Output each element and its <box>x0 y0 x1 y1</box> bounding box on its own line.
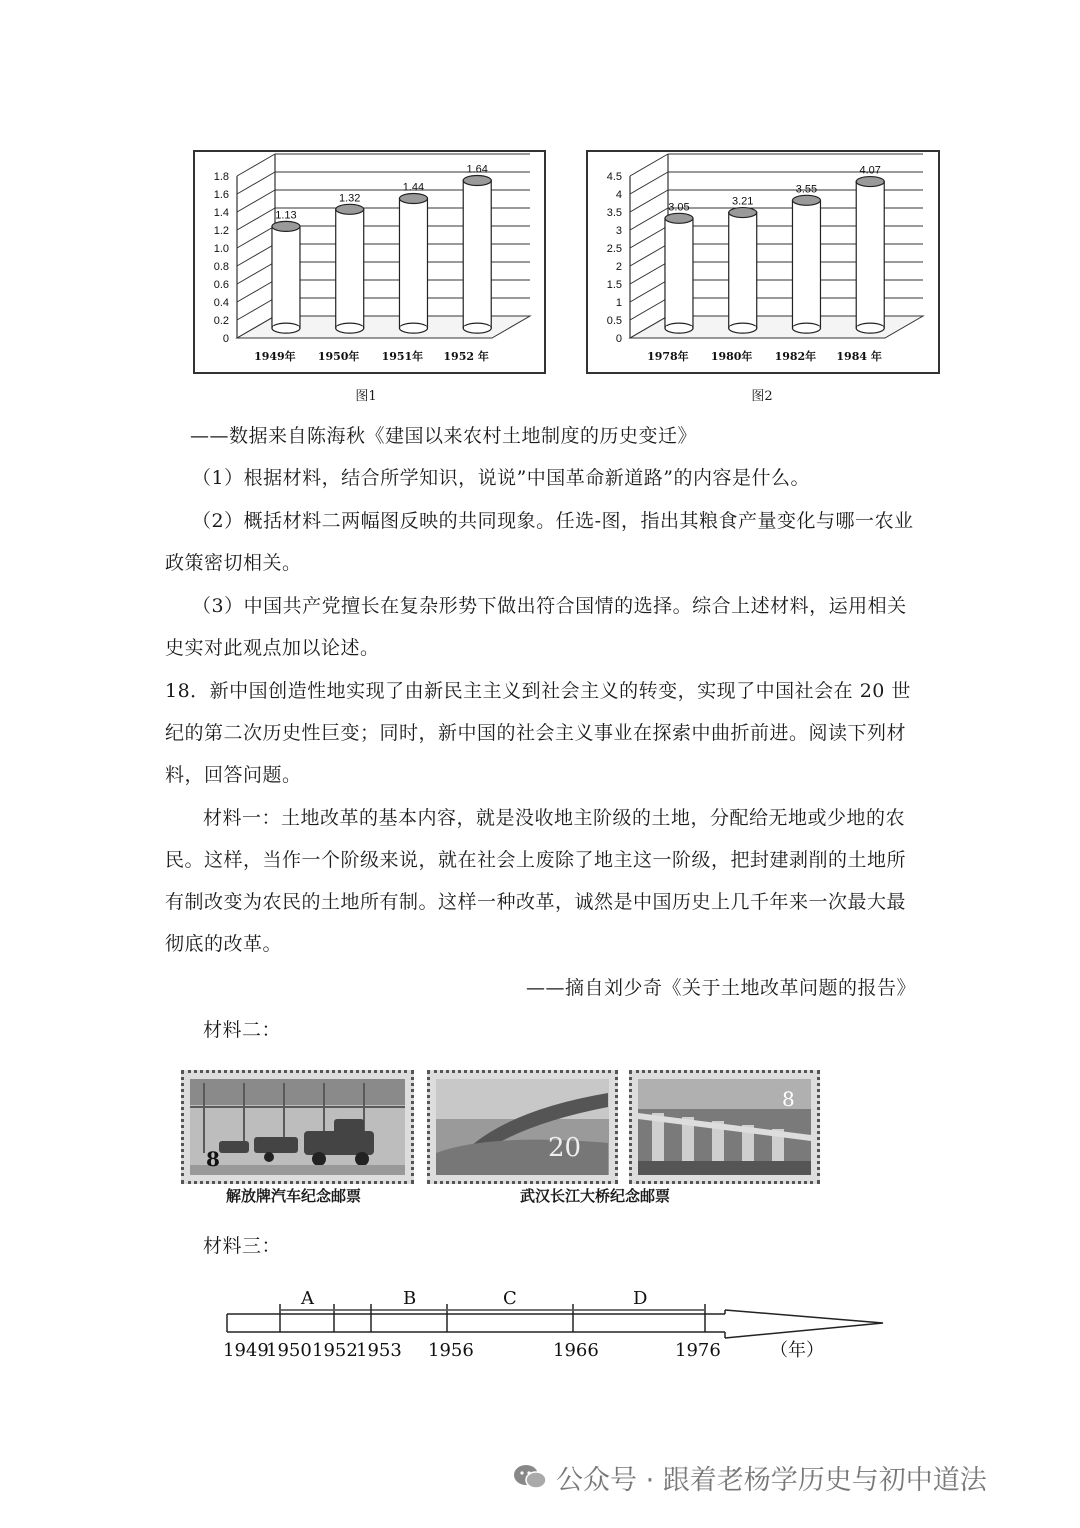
watermark-text: 公众号 · 跟着老杨学历史与初中道法 <box>556 1465 987 1496</box>
bar-body <box>856 182 884 329</box>
x-category-label: 1984 年 <box>836 350 882 363</box>
y-tick-label: 1.6 <box>213 189 229 201</box>
y-tick-label: 0.4 <box>213 297 229 309</box>
y-tick-label: 0 <box>222 333 229 345</box>
year-1949: 1949 <box>223 1340 269 1361</box>
gridline-side <box>630 244 668 266</box>
gridline-side <box>630 280 668 302</box>
x-category-label: 1980年 <box>710 350 753 363</box>
y-tick-label: 1 <box>615 297 622 309</box>
gridline-side <box>237 226 275 248</box>
material-1-source: ——摘自刘少奇《关于土地改革问题的报告》 <box>526 977 917 999</box>
bar-body <box>399 199 427 329</box>
bar-body <box>729 213 757 329</box>
gridline-side <box>237 298 275 320</box>
chart-1-frame <box>193 150 546 374</box>
y-tick-label: 2.5 <box>606 243 622 255</box>
y-tick-label: 1.5 <box>606 279 622 291</box>
question-1: （1）根据材料，结合所学知识，说说”中国革命新道路”的内容是什么。 <box>192 467 811 489</box>
bar-value-label: 1.64 <box>466 163 488 176</box>
bar-base-mask <box>730 326 756 328</box>
x-category-label: 1949年 <box>254 350 296 363</box>
gridline-side <box>237 244 275 266</box>
gridline-side <box>630 190 668 212</box>
bridge-stamp-2 <box>629 1070 820 1184</box>
y-tick-label: 1.4 <box>213 207 229 219</box>
bar-body <box>463 181 491 329</box>
segment-label-a: A <box>301 1288 314 1309</box>
segment-label-c: C <box>503 1288 517 1309</box>
gridline-side <box>630 208 668 230</box>
material-2-label: 材料二： <box>203 1019 282 1041</box>
bridge-stamp-1 <box>427 1070 618 1184</box>
material-3-label: 材料三： <box>203 1235 282 1257</box>
year-1956: 1956 <box>428 1340 474 1361</box>
gridline-side <box>630 298 668 320</box>
year-1966: 1966 <box>553 1340 599 1361</box>
bar-body <box>336 209 364 328</box>
y-tick-label: 0.6 <box>213 279 229 291</box>
bar-top <box>856 177 884 187</box>
data-source-line: ——数据来自陈海秋《建国以来农村土地制度的历史变迁》 <box>190 425 698 447</box>
bar-body <box>792 200 820 328</box>
chart-2-frame <box>586 150 940 374</box>
gridline-side <box>630 154 668 176</box>
bar-base-mask <box>857 326 883 328</box>
bar-base-mask <box>464 326 490 328</box>
material-1-line-3: 有制改变为农民的土地所有制。这样一种改革，诚然是中国历史上几千年来一次最大最 <box>165 891 907 913</box>
gridline-side <box>237 154 275 176</box>
x-category-label: 1950年 <box>317 350 360 363</box>
y-tick-label: 1.0 <box>213 243 229 255</box>
bar-base-mask <box>273 326 299 328</box>
y-tick-label: 2 <box>615 261 622 273</box>
bar-top <box>399 194 427 204</box>
bar-value-label: 3.05 <box>668 201 690 214</box>
x-category-label: 1978年 <box>647 350 689 363</box>
y-tick-label: 3.5 <box>606 207 622 219</box>
question-18-line-2: 纪的第二次历史性巨变；同时，新中国的社会主义事业在探索中曲折前进。阅读下列材 <box>165 722 907 744</box>
y-tick-label: 1.2 <box>213 225 229 237</box>
bar-base-mask <box>337 326 363 328</box>
year-1976: 1976 <box>675 1340 721 1361</box>
material-1-line-2: 民。这样，当作一个阶级来说，就在社会上废除了地主这一阶级，把封建剥削的土地所 <box>165 849 907 871</box>
x-category-label: 1951年 <box>381 350 424 363</box>
bar-body <box>272 226 300 328</box>
bar-value-label: 4.07 <box>859 164 881 177</box>
y-tick-label: 0 <box>615 333 622 345</box>
y-tick-label: 0.8 <box>213 261 229 273</box>
bar-base-mask <box>793 326 819 328</box>
y-tick-label: 1.8 <box>213 171 229 183</box>
year-1952: 1952 <box>312 1340 358 1361</box>
y-tick-label: 0.5 <box>606 315 622 327</box>
bar-top <box>272 221 300 231</box>
question-3-line-2: 史实对此观点加以论述。 <box>165 637 380 659</box>
chart-2-caption: 图2 <box>751 389 773 404</box>
wechat-icon <box>512 1462 548 1492</box>
chart-2 <box>588 152 938 372</box>
bar-value-label: 1.13 <box>275 209 297 222</box>
truck-stamp-value: 8 <box>206 1147 220 1171</box>
gridline-side <box>237 208 275 230</box>
y-tick-label: 4 <box>615 189 622 201</box>
y-tick-label: 4.5 <box>606 171 622 183</box>
bridge-stamp-1-art <box>430 1073 615 1181</box>
bar-body <box>665 218 693 328</box>
bar-value-label: 1.32 <box>339 192 361 205</box>
timeline-arrow <box>227 1310 883 1338</box>
bar-value-label: 1.44 <box>402 181 425 194</box>
timeline <box>215 1280 935 1390</box>
gridline-side <box>630 262 668 284</box>
bar-base-mask <box>400 326 426 328</box>
question-2-line-2: 政策密切相关。 <box>165 552 302 574</box>
truck-stamp-caption: 解放牌汽车纪念邮票 <box>226 1187 362 1205</box>
bar-value-label: 3.55 <box>795 183 818 196</box>
gridline-side <box>237 280 275 302</box>
bar-top <box>463 176 491 186</box>
chart-1-caption: 图1 <box>355 389 377 404</box>
gridline-side <box>237 190 275 212</box>
bar-value-label: 3.21 <box>732 195 754 208</box>
question-18-line-1: 18．新中国创造性地实现了由新民主主义到社会主义的转变，实现了中国社会在 20 世 <box>165 680 911 702</box>
bar-top <box>729 208 757 218</box>
bar-top <box>792 195 820 205</box>
gridline-side <box>630 226 668 248</box>
bridge-stamp-1-value: 20 <box>548 1133 582 1163</box>
question-18-line-3: 料，回答问题。 <box>165 764 302 786</box>
truck-stamp <box>181 1070 414 1184</box>
material-1-line-4: 彻底的改革。 <box>165 933 283 955</box>
bridge-stamp-caption: 武汉长江大桥纪念邮票 <box>520 1187 671 1205</box>
x-category-label: 1982年 <box>774 350 817 363</box>
bar-top <box>665 213 693 223</box>
timeline-unit: （年） <box>770 1340 824 1361</box>
segment-label-d: D <box>633 1288 648 1309</box>
year-1950: 1950 <box>266 1340 312 1361</box>
y-tick-label: 3 <box>615 225 622 237</box>
y-tick-label: 0.2 <box>213 315 229 327</box>
gridline-side <box>237 262 275 284</box>
year-1953: 1953 <box>356 1340 402 1361</box>
question-2-line-1: （2）概括材料二两幅图反映的共同现象。任选-图，指出其粮食产量变化与哪一农业 <box>192 510 914 532</box>
bar-base-mask <box>666 326 692 328</box>
material-1-line-1: 材料一：土地改革的基本内容，就是没收地主阶级的土地，分配给无地或少地的农 <box>203 807 906 829</box>
x-category-label: 1952 年 <box>443 350 489 363</box>
gridline-side <box>630 172 668 194</box>
bridge-stamp-2-value: 8 <box>782 1087 795 1111</box>
chart-1 <box>195 152 544 372</box>
question-3-line-1: （3）中国共产党擅长在复杂形势下做出符合国情的选择。综合上述材料，运用相关 <box>192 595 907 617</box>
bar-top <box>336 204 364 214</box>
gridline-side <box>237 172 275 194</box>
segment-label-b: B <box>403 1288 417 1309</box>
